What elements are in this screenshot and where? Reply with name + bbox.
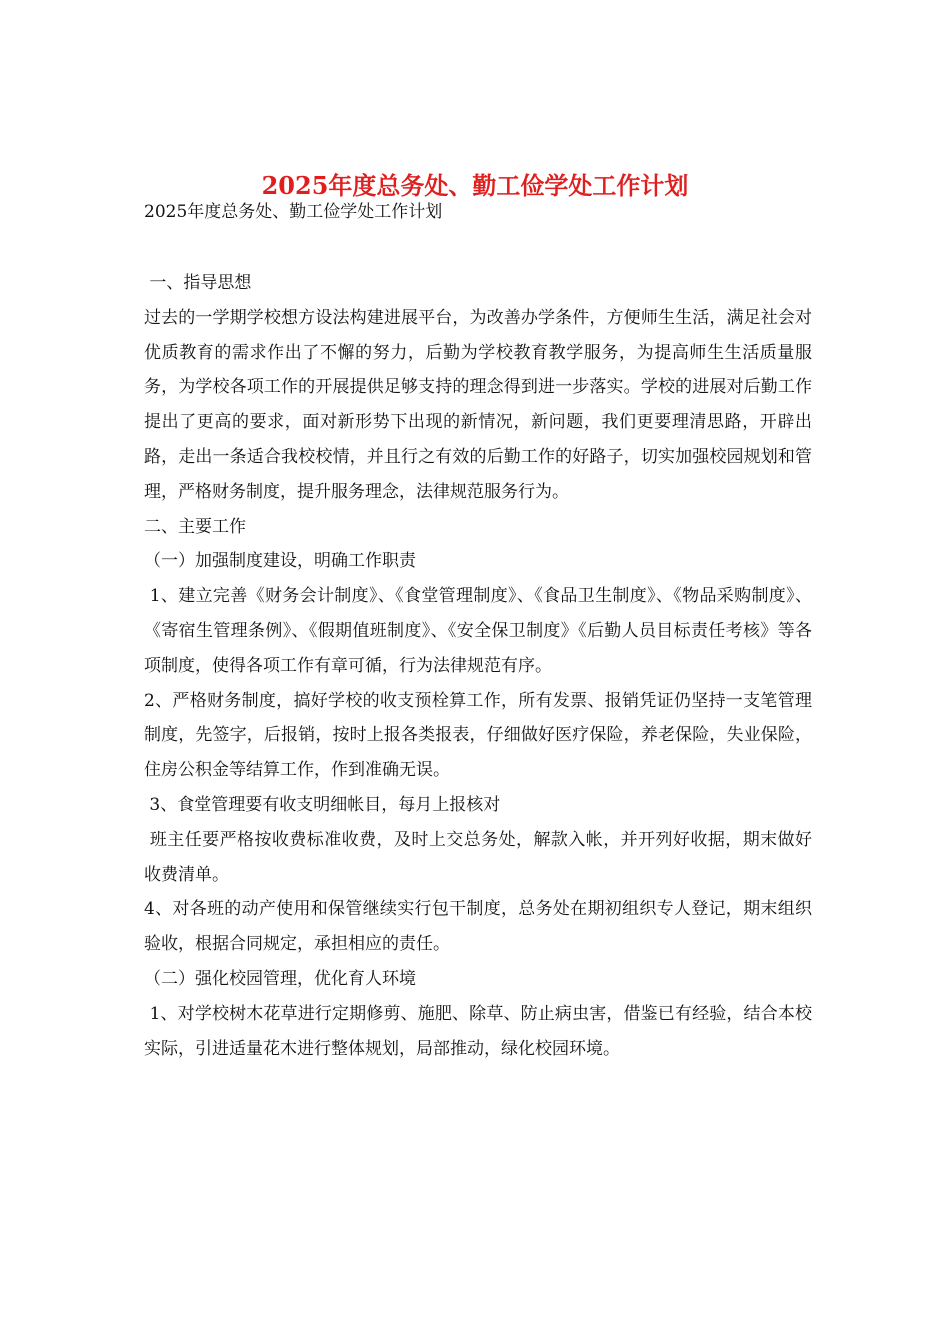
paragraph-campus-item-1: 1、对学校树木花草进行定期修剪、施肥、除草、防止病虫害，借鉴已有经验，结合本校实际，引进适量花木进行整体规划，局部推动，绿化校园环境。	[144, 1003, 812, 1059]
heading-main-work: 二、主要工作	[144, 516, 246, 537]
paragraph-item-3-detail: 班主任要严格按收费标准收费，及时上交总务处，解款入帐，并开列好收据，期末做好收费清单。	[144, 829, 812, 885]
document-title: 2025年度总务处、勤工俭学处工作计划	[261, 171, 689, 201]
paragraph-item-3: 3、食堂管理要有收支明细帐目，每月上报核对	[144, 794, 501, 815]
heading-guiding-ideology: 一、指导思想	[144, 273, 252, 293]
paragraph-item-4: 4、对各班的动产使用和保管继续实行包干制度，总务处在期初组织专人登记，期末组织验收，根据合同规定，承担相应的责任。	[144, 899, 812, 955]
paragraph-guiding-ideology: 过去的一学期学校想方设法构建进展平台，为改善办学条件，方便师生生活，满足社会对优质教育的需求作出了不懈的努力，后勤为学校教育教学服务，为提高师生生活质量服务，为学校各项工作的开展提供足够支持的理念得到进一步落实。学校的进展对后勤工作提出了更高的要求，面对新形势下出现的新情况，新问题，我们更要理清思路，开辟出路，走出一条适合我校校情，并且行之有效的后勤工作的好路子，切实加强校园规划和管理，严格财务制度，提升服务理念，法律规范服务行为。	[144, 307, 812, 502]
subheading-campus-management: （二）强化校园管理，优化育人环境	[144, 968, 416, 989]
document-subtitle: 2025年度总务处、勤工俭学处工作计划	[144, 202, 443, 222]
paragraph-item-1: 1、建立完善《财务会计制度》、《食堂管理制度》、《食品卫生制度》、《物品采购制度》、《寄宿生管理条例》、《假期值班制度》、《安全保卫制度》《后勤人员目标责任考核》等各项制度，使得各项工作有章可循，行为法律规范有序。	[144, 586, 812, 676]
paragraph-item-2: 2、严格财务制度，搞好学校的收支预栓算工作，所有发票、报销凭证仍坚持一支笔管理制度，先签字，后报销，按时上报各类报表，仔细做好医疗保险，养老保险，失业保险，住房公积金等结算工作，作到准确无误。	[144, 690, 812, 781]
subheading-system-construction: （一）加强制度建设，明确工作职责	[144, 551, 416, 572]
document-body	[144, 266, 812, 1066]
